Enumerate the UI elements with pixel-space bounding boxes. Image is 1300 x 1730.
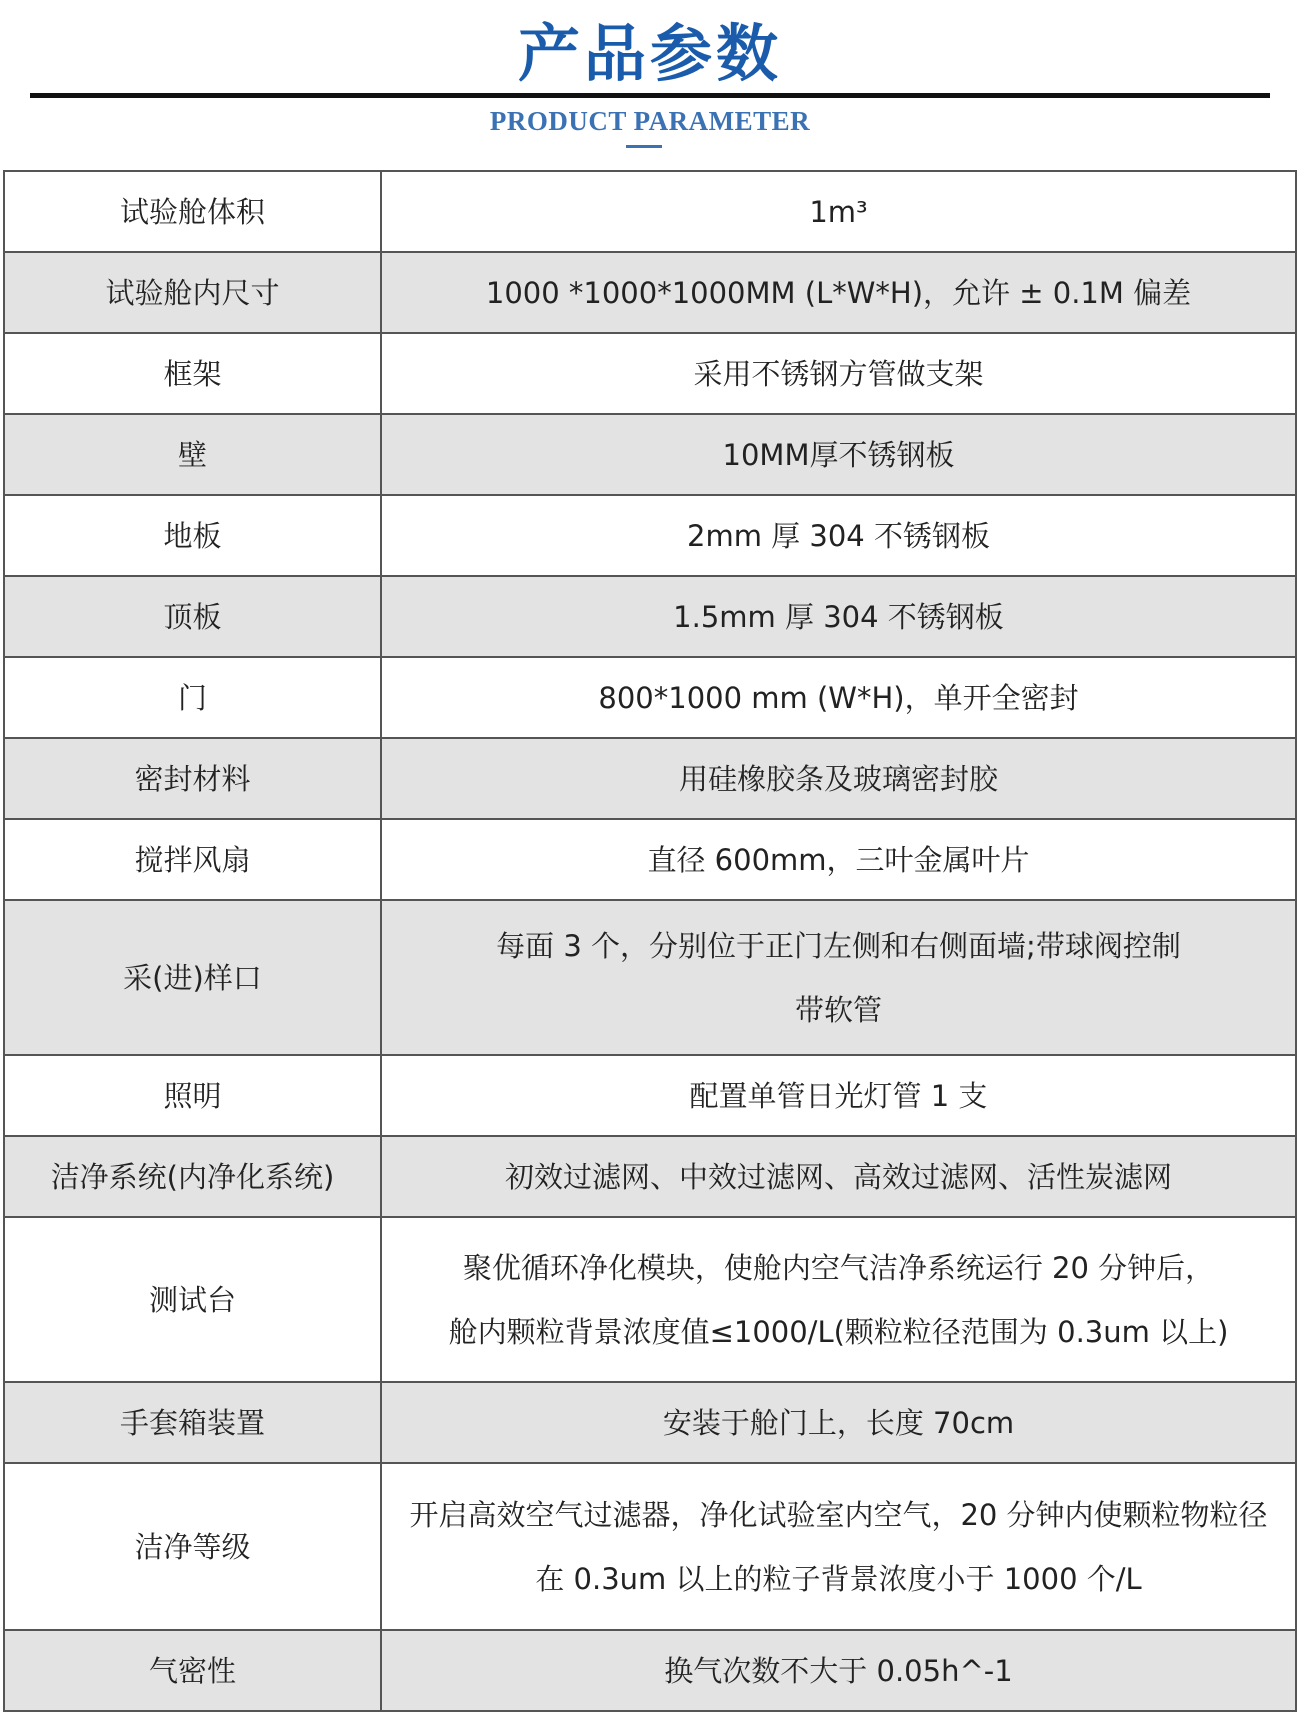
- param-label: 测试台: [4, 1217, 381, 1382]
- param-value-line: 1000 *1000*1000MM (L*W*H)，允许 ± 0.1M 偏差: [485, 275, 1192, 310]
- subtitle-underline: [626, 145, 662, 148]
- param-label: 搅拌风扇: [4, 819, 381, 900]
- param-value-line: 10MM厚不锈钢板: [722, 437, 955, 472]
- table-row: [4, 171, 1296, 252]
- table-row: [4, 1463, 1296, 1630]
- param-label: 洁净系统(内净化系统): [4, 1136, 381, 1217]
- table-row: [4, 1217, 1296, 1382]
- param-label: 试验舱内尺寸: [4, 252, 381, 333]
- param-value: [381, 576, 1296, 657]
- param-label: 框架: [4, 333, 381, 414]
- table-row: [4, 495, 1296, 576]
- param-value: [381, 819, 1296, 900]
- param-value: [381, 333, 1296, 414]
- table-row: [4, 333, 1296, 414]
- param-value: [381, 1463, 1296, 1630]
- param-label: 门: [4, 657, 381, 738]
- param-label: 壁: [4, 414, 381, 495]
- parameter-table-wrap: [3, 170, 1295, 1712]
- param-value: [381, 1382, 1296, 1463]
- param-value-line: 开启高效空气过滤器，净化试验室内空气，20 分钟内使颗粒物粒径: [409, 1497, 1268, 1532]
- param-value: [381, 171, 1296, 252]
- param-value-line: 带软管: [794, 992, 882, 1027]
- param-value: [381, 657, 1296, 738]
- param-value: [381, 900, 1296, 1055]
- param-value-line: 800*1000 mm (W*H)，单开全密封: [598, 680, 1079, 715]
- param-value-line: 用硅橡胶条及玻璃密封胶: [678, 761, 998, 796]
- param-value: [381, 252, 1296, 333]
- param-value-line: 每面 3 个，分别位于正门左侧和右侧面墙;带球阀控制: [496, 928, 1181, 963]
- table-row: [4, 1630, 1296, 1711]
- param-value-line: 安装于舱门上，长度 70cm: [662, 1405, 1015, 1440]
- table-row: [4, 819, 1296, 900]
- table-row: [4, 414, 1296, 495]
- param-value: [381, 414, 1296, 495]
- parameter-table: [3, 170, 1297, 1712]
- param-label: 地板: [4, 495, 381, 576]
- param-value: [381, 1217, 1296, 1382]
- param-value-line: 换气次数不大于 0.05h^-1: [664, 1653, 1013, 1688]
- param-value-line: 采用不锈钢方管做支架: [693, 356, 984, 391]
- header: [0, 0, 1300, 170]
- param-label: 照明: [4, 1055, 381, 1136]
- title-divider: [30, 93, 1270, 98]
- param-value-line: 1m³: [809, 194, 868, 229]
- param-label: 洁净等级: [4, 1463, 381, 1630]
- page-title: 产品参数: [517, 17, 782, 90]
- param-label: 气密性: [4, 1630, 381, 1711]
- param-value-line: 2mm 厚 304 不锈钢板: [687, 518, 990, 553]
- param-value-line: 在 0.3um 以上的粒子背景浓度小于 1000 个/L: [535, 1561, 1142, 1596]
- param-value-line: 直径 600mm，三叶金属叶片: [647, 842, 1030, 877]
- table-row: [4, 1382, 1296, 1463]
- param-value-line: 初效过滤网、中效过滤网、高效过滤网、活性炭滤网: [504, 1159, 1172, 1194]
- table-row: [4, 1055, 1296, 1136]
- param-label: 采(进)样口: [4, 900, 381, 1055]
- param-value: [381, 1630, 1296, 1711]
- param-value: [381, 1055, 1296, 1136]
- table-row: [4, 576, 1296, 657]
- param-label: 手套箱装置: [4, 1382, 381, 1463]
- table-row: [4, 1136, 1296, 1217]
- param-value-line: 配置单管日光灯管 1 支: [689, 1078, 988, 1113]
- table-row: [4, 738, 1296, 819]
- param-value-line: 1.5mm 厚 304 不锈钢板: [673, 599, 1004, 634]
- param-label: 试验舱体积: [4, 171, 381, 252]
- param-value: [381, 1136, 1296, 1217]
- param-label: 顶板: [4, 576, 381, 657]
- param-value: [381, 738, 1296, 819]
- table-row: [4, 657, 1296, 738]
- table-row: [4, 252, 1296, 333]
- param-value-line: 聚优循环净化模块，使舱内空气洁净系统运行 20 分钟后，: [462, 1250, 1215, 1285]
- param-value: [381, 495, 1296, 576]
- table-row: [4, 900, 1296, 1055]
- param-value-line: 舱内颗粒背景浓度值≤1000/L(颗粒粒径范围为 0.3um 以上): [448, 1314, 1229, 1349]
- param-label: 密封材料: [4, 738, 381, 819]
- page-subtitle: PRODUCT PARAMETER: [489, 106, 811, 136]
